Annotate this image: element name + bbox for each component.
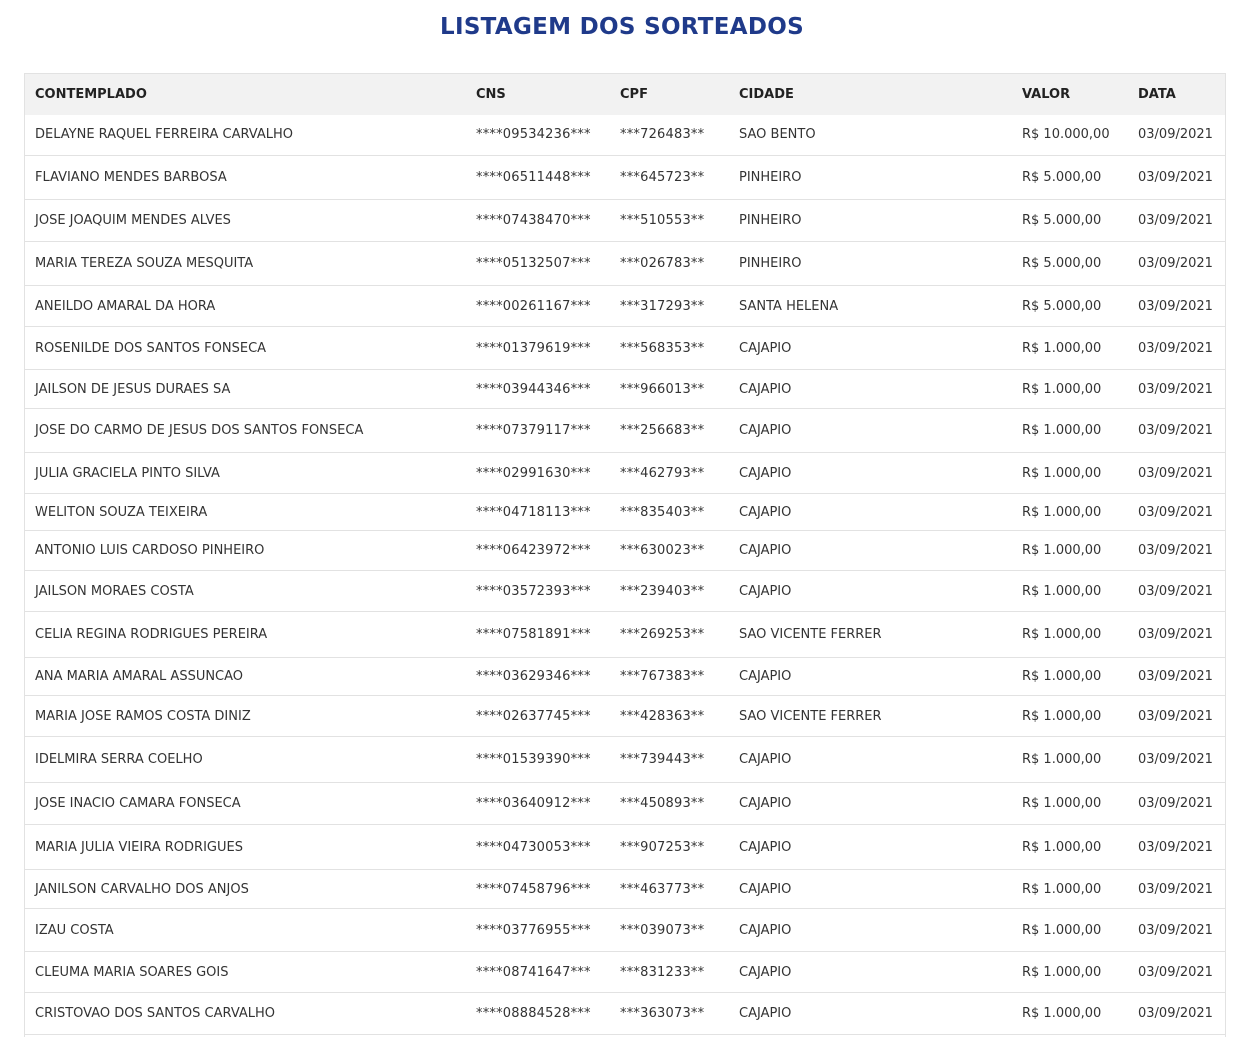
cell-data: 03/09/2021 [1138, 340, 1213, 356]
table-row [25, 200, 1225, 242]
cell-data: 03/09/2021 [1138, 381, 1213, 397]
cell-cns: ****08884528*** [476, 1006, 591, 1021]
cell-contemplado: ANEILDO AMARAL DA HORA [35, 298, 216, 314]
cell-data: 03/09/2021 [1138, 127, 1213, 143]
cell-cns: ****06423972*** [476, 543, 591, 558]
cell-contemplado: IDELMIRA SERRA COELHO [35, 752, 203, 767]
cell-data: 03/09/2021 [1138, 964, 1213, 980]
cell-cidade: PINHEIRO [739, 170, 802, 185]
cell-contemplado: CELIA REGINA RODRIGUES PEREIRA [35, 627, 268, 642]
cell-cpf: ***462793** [620, 465, 705, 481]
table-row [25, 115, 1225, 156]
table-row [25, 156, 1225, 200]
cell-data: 03/09/2021 [1138, 922, 1213, 938]
cell-cidade: CAJAPIO [739, 583, 792, 599]
table-row [25, 612, 1225, 658]
cell-cns: ****07581891*** [476, 627, 591, 642]
cell-valor: R$ 5.000,00 [1022, 256, 1102, 271]
table-row [25, 327, 1225, 370]
cell-data: 03/09/2021 [1138, 256, 1213, 271]
cell-cns: ****03640912*** [476, 796, 591, 811]
cell-valor: R$ 1.000,00 [1022, 796, 1102, 811]
cell-valor: R$ 1.000,00 [1022, 381, 1102, 397]
cell-contemplado: ANA MARIA AMARAL ASSUNCAO [35, 669, 244, 684]
cell-data: 03/09/2021 [1138, 465, 1213, 481]
cell-valor: R$ 1.000,00 [1022, 627, 1102, 642]
cell-valor: R$ 1.000,00 [1022, 669, 1102, 684]
cell-cns: ****00261167*** [476, 298, 591, 314]
cell-cpf: ***966013** [620, 381, 705, 397]
cell-cidade: CAJAPIO [739, 669, 792, 684]
cell-data: 03/09/2021 [1138, 708, 1213, 724]
cell-valor: R$ 1.000,00 [1022, 504, 1102, 520]
cell-contemplado: JULIA GRACIELA PINTO SILVA [35, 465, 220, 481]
table-header-row [25, 74, 1225, 115]
cell-data: 03/09/2021 [1138, 543, 1213, 558]
cell-cns: ****05132507*** [476, 256, 591, 271]
cell-valor: R$ 1.000,00 [1022, 340, 1102, 356]
cell-cidade: CAJAPIO [739, 423, 792, 438]
cell-cpf: ***239403** [620, 583, 705, 599]
table-row [25, 696, 1225, 737]
cell-cpf: ***835403** [620, 504, 705, 520]
cell-cns: ****01379619*** [476, 340, 591, 356]
cell-valor: R$ 1.000,00 [1022, 881, 1102, 897]
cell-cns: ****04730053*** [476, 839, 591, 855]
table-header [25, 74, 1225, 115]
cell-valor: R$ 1.000,00 [1022, 465, 1102, 481]
table-row [25, 494, 1225, 531]
cell-valor: R$ 5.000,00 [1022, 298, 1102, 314]
table-row [25, 286, 1225, 327]
cell-cidade: CAJAPIO [739, 543, 792, 558]
cell-cidade: CAJAPIO [739, 1006, 792, 1021]
cell-cpf: ***463773** [620, 881, 705, 897]
cell-contemplado: JANILSON CARVALHO DOS ANJOS [35, 881, 249, 897]
table-row [25, 409, 1225, 453]
cell-cidade: CAJAPIO [739, 922, 792, 938]
cell-valor: R$ 1.000,00 [1022, 583, 1102, 599]
cell-contemplado: IZAU COSTA [35, 922, 114, 938]
cell-contemplado: MARIA TEREZA SOUZA MESQUITA [35, 256, 254, 271]
cell-cpf: ***645723** [620, 170, 705, 185]
table-body [25, 115, 1225, 1035]
cell-valor: R$ 1.000,00 [1022, 708, 1102, 724]
table-row [25, 453, 1225, 494]
cell-data: 03/09/2021 [1138, 583, 1213, 599]
table-row [25, 531, 1225, 571]
cell-cpf: ***428363** [620, 708, 705, 724]
table-row [25, 370, 1225, 409]
cell-contemplado: ANTONIO LUIS CARDOSO PINHEIRO [35, 543, 265, 558]
column-header-cpf: CPF [620, 86, 648, 102]
cell-contemplado: CLEUMA MARIA SOARES GOIS [35, 964, 229, 980]
cell-valor: R$ 1.000,00 [1022, 1006, 1102, 1021]
winners-table [25, 73, 1225, 1035]
cell-cns: ****03776955*** [476, 922, 591, 938]
cell-cidade: CAJAPIO [739, 796, 792, 811]
cell-cns: ****03629346*** [476, 669, 591, 684]
cell-cpf: ***767383** [620, 669, 705, 684]
winners-table-container [24, 73, 1226, 1037]
cell-cpf: ***026783** [620, 256, 705, 271]
cell-contemplado: FLAVIANO MENDES BARBOSA [35, 170, 227, 185]
cell-cns: ****02991630*** [476, 465, 591, 481]
cell-cidade: CAJAPIO [739, 504, 792, 520]
cell-cidade: PINHEIRO [739, 213, 802, 228]
cell-contemplado: JOSE JOAQUIM MENDES ALVES [35, 213, 231, 228]
table-row [25, 825, 1225, 870]
cell-valor: R$ 1.000,00 [1022, 922, 1102, 938]
cell-cpf: ***039073** [620, 922, 705, 938]
cell-cidade: SAO BENTO [739, 127, 816, 143]
cell-contemplado: JAILSON MORAES COSTA [35, 583, 194, 599]
cell-contemplado: MARIA JOSE RAMOS COSTA DINIZ [35, 708, 251, 724]
cell-cidade: CAJAPIO [739, 881, 792, 897]
table-row [25, 783, 1225, 825]
cell-data: 03/09/2021 [1138, 504, 1213, 520]
cell-cns: ****07379117*** [476, 423, 591, 438]
column-header-cidade: CIDADE [739, 86, 794, 102]
cell-cidade: SANTA HELENA [739, 298, 839, 314]
cell-data: 03/09/2021 [1138, 423, 1213, 438]
cell-cidade: CAJAPIO [739, 340, 792, 356]
cell-data: 03/09/2021 [1138, 170, 1213, 185]
cell-cpf: ***630023** [620, 543, 705, 558]
cell-cpf: ***831233** [620, 964, 705, 980]
column-header-cns: CNS [476, 86, 506, 102]
cell-contemplado: JOSE DO CARMO DE JESUS DOS SANTOS FONSECA [35, 423, 364, 438]
table-row [25, 909, 1225, 952]
cell-cns: ****01539390*** [476, 752, 591, 767]
cell-valor: R$ 1.000,00 [1022, 752, 1102, 767]
cell-cns: ****03944346*** [476, 381, 591, 397]
cell-cpf: ***726483** [620, 127, 705, 143]
cell-contemplado: JOSE INACIO CAMARA FONSECA [35, 796, 241, 811]
cell-cidade: SAO VICENTE FERRER [739, 708, 882, 724]
cell-data: 03/09/2021 [1138, 669, 1213, 684]
cell-cpf: ***907253** [620, 839, 705, 855]
cell-cns: ****02637745*** [476, 708, 591, 724]
cell-cidade: CAJAPIO [739, 465, 792, 481]
cell-valor: R$ 1.000,00 [1022, 964, 1102, 980]
cell-contemplado: ROSENILDE DOS SANTOS FONSECA [35, 340, 267, 356]
cell-cidade: CAJAPIO [739, 381, 792, 397]
cell-cidade: SAO VICENTE FERRER [739, 627, 882, 642]
table-row [25, 993, 1225, 1035]
table-row [25, 658, 1225, 696]
cell-cpf: ***269253** [620, 627, 705, 642]
cell-cns: ****03572393*** [476, 583, 591, 599]
cell-data: 03/09/2021 [1138, 752, 1213, 767]
cell-contemplado: MARIA JULIA VIEIRA RODRIGUES [35, 839, 243, 855]
page-title: LISTAGEM DOS SORTEADOS [440, 14, 804, 40]
cell-valor: R$ 1.000,00 [1022, 543, 1102, 558]
table-row [25, 952, 1225, 993]
cell-valor: R$ 1.000,00 [1022, 839, 1102, 855]
cell-cpf: ***317293** [620, 298, 705, 314]
cell-cpf: ***363073** [620, 1006, 705, 1021]
cell-cidade: PINHEIRO [739, 256, 802, 271]
cell-cidade: CAJAPIO [739, 839, 792, 855]
cell-cns: ****04718113*** [476, 504, 591, 520]
cell-cidade: CAJAPIO [739, 964, 792, 980]
column-header-data: DATA [1138, 86, 1176, 102]
cell-cns: ****07458796*** [476, 881, 591, 897]
cell-valor: R$ 5.000,00 [1022, 213, 1102, 228]
cell-valor: R$ 1.000,00 [1022, 423, 1102, 438]
column-header-valor: VALOR [1022, 86, 1071, 102]
table-row [25, 737, 1225, 783]
cell-contemplado: WELITON SOUZA TEIXEIRA [35, 504, 208, 520]
cell-cidade: CAJAPIO [739, 752, 792, 767]
table-row [25, 870, 1225, 909]
cell-cpf: ***510553** [620, 213, 705, 228]
cell-cns: ****07438470*** [476, 213, 591, 228]
cell-data: 03/09/2021 [1138, 839, 1213, 855]
cell-data: 03/09/2021 [1138, 213, 1213, 228]
cell-data: 03/09/2021 [1138, 881, 1213, 897]
cell-cns: ****09534236*** [476, 127, 591, 143]
cell-cpf: ***450893** [620, 796, 705, 811]
column-header-contemplado: CONTEMPLADO [35, 86, 147, 102]
cell-contemplado: DELAYNE RAQUEL FERREIRA CARVALHO [35, 127, 294, 143]
cell-cns: ****08741647*** [476, 964, 591, 980]
cell-data: 03/09/2021 [1138, 627, 1213, 642]
cell-contemplado: CRISTOVAO DOS SANTOS CARVALHO [35, 1006, 276, 1021]
cell-contemplado: JAILSON DE JESUS DURAES SA [35, 381, 231, 397]
cell-data: 03/09/2021 [1138, 298, 1213, 314]
table-row [25, 571, 1225, 612]
cell-cpf: ***739443** [620, 752, 705, 767]
cell-cpf: ***256683** [620, 423, 705, 438]
cell-valor: R$ 5.000,00 [1022, 170, 1102, 185]
cell-cns: ****06511448*** [476, 170, 591, 185]
table-row [25, 242, 1225, 286]
cell-cpf: ***568353** [620, 340, 705, 356]
cell-valor: R$ 10.000,00 [1022, 127, 1110, 143]
cell-data: 03/09/2021 [1138, 796, 1213, 811]
cell-data: 03/09/2021 [1138, 1006, 1213, 1021]
